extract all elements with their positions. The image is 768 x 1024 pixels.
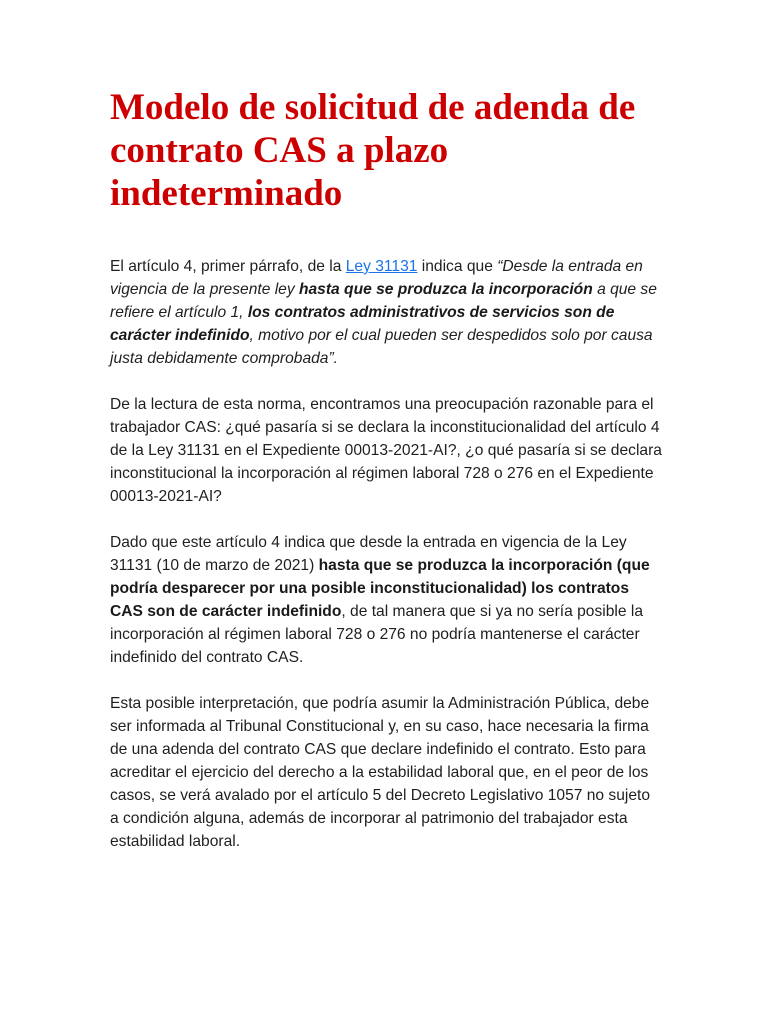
paragraph-1: [110, 255, 662, 370]
p3-bold-1: hasta que se produzca la incorporación (que podría desparecer por una posible inconstitucionalidad) los contratos CAS son de carácter indefinido: [110, 557, 650, 620]
p1-quote-bold-2: los contratos administrativos de servicios son de carácter indefinido: [110, 304, 615, 344]
p3-text-2: , de tal manera que si ya no sería posible la incorporación al régimen laboral 728 o 276 no podría mantenerse el carácter indefinido del contrato CAS.: [110, 603, 644, 666]
p3-text-1: Dado que este artículo 4 indica que desde la entrada en vigencia de la Ley 31131 (10 de marzo de 2021): [110, 534, 627, 574]
ley-31131-link[interactable]: Ley 31131: [345, 258, 418, 275]
p1-quote-1: “Desde la entrada en vigencia de la presente ley: [110, 258, 643, 298]
paragraph-3: [110, 531, 662, 669]
document-page: [110, 86, 662, 876]
document-title: Modelo de solicitud de adenda de contrato CAS a plazo indeterminado: [110, 87, 636, 214]
paragraph-4: Esta posible interpretación, que podría asumir la Administración Pública, debe ser informada al Tribunal Constitucional y, en su caso, hace necesaria la firma de una adenda del contrato CAS que declare indefinido el contrato. Esto para acreditar el ejercicio del derecho a la estabilidad laboral que, en el peor de los casos, se verá avalado por el artículo 5 del Decreto Legislativo 1057 no sujeto a condición alguna, además de incorporar al patrimonio del trabajador esta estabilidad laboral.: [110, 695, 651, 850]
p1-text-1: El artículo 4, primer párrafo, de la: [110, 258, 346, 275]
paragraph-2: De la lectura de esta norma, encontramos una preocupación razonable para el trabajador CAS: ¿qué pasaría si se declara la inconstitucionalidad del artículo 4 de la Ley 31131 en el Expediente 00013-2021-AI?, ¿o qué pasaría si se declara inconstitucional la incorporación al régimen laboral 728 o 276 en el Expediente 00013-2021-AI?: [110, 396, 662, 505]
p1-quote-2: a que se refiere el artículo 1,: [110, 281, 657, 321]
p1-text-2: indica que: [417, 258, 498, 275]
p1-quote-bold-1: hasta que se produzca la incorporación: [298, 281, 593, 298]
p1-quote-3: , motivo por el cual pueden ser despedidos solo por causa justa debidamente comprobada”.: [110, 327, 653, 367]
